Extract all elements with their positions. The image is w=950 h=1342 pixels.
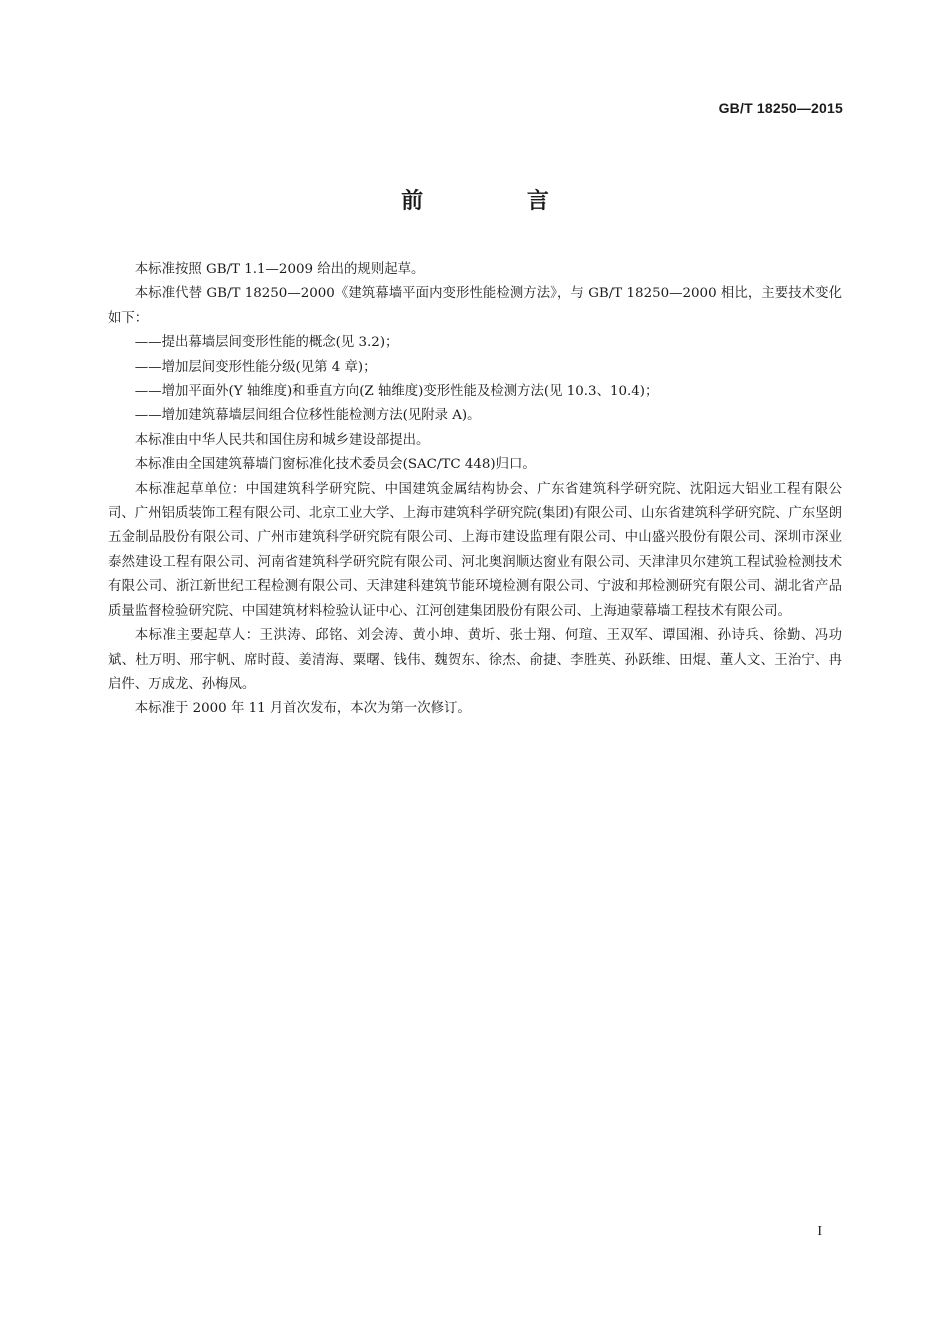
page-number: I: [817, 1224, 822, 1239]
list-item: ——增加建筑幕墙层间组合位移性能检测方法(见附录 A)。: [134, 408, 481, 424]
page-title: 前 言: [401, 189, 597, 214]
paragraph-proposer: 本标准由中华人民共和国住房和城乡建设部提出。: [134, 432, 430, 448]
paragraph-history: 本标准于 2000 年 11 月首次发布，本次为第一次修订。: [134, 701, 471, 717]
paragraph-drafting-units: 本标准起草单位：中国建筑科学研究院、中国建筑金属结构协会、广东省建筑科学研究院、沈阳远大铝业工程有限公司、广州铝质装饰工程有限公司、北京工业大学、上海市建筑科学研究院(集团)有限公司、山东省建筑科学研究院、广东坚朗五金制品股份有限公司、广州市建筑科学研究院有限公司、上海市建设监理有限公司、中山盛兴股份有限公司、深圳市深业泰然建设工程有限公司、河南省建筑科学研究院有限公司、河北奥润顺达窗业有限公司、天津津贝尔建筑工程试验检测技术有限公司、浙江新世纪工程检测有限公司、天津建科建筑节能环境检测有限公司、宁波和邦检测研究有限公司、湖北省产品质量监督检验研究院、中国建筑材料检验认证中心、江河创建集团股份有限公司、上海迪蒙幕墙工程技术有限公司。: [108, 481, 842, 619]
paragraph-replaces: 本标准代替 GB/T 18250—2000《建筑幕墙平面内变形性能检测方法》，与 GB/T 18250—2000 相比，主要技术变化如下：: [108, 286, 842, 326]
paragraph-drafters: 本标准主要起草人：王洪涛、邱铭、刘会涛、黄小坤、黄圻、张士翔、何瑄、王双军、谭国湘、孙诗兵、徐勤、冯功斌、杜万明、邢宇帆、席时葭、姜清海、粟曙、钱伟、魏贺东、徐杰、俞捷、李胜英、孙跃维、田焜、董人文、王治宁、冉启件、万成龙、孙梅凤。: [108, 628, 842, 692]
list-item: ——增加平面外(Y 轴维度)和垂直方向(Z 轴维度)变形性能及检测方法(见 10.3、10.4)；: [134, 384, 659, 400]
body-text: [108, 258, 842, 722]
list-item: ——增加层间变形性能分级(见第 4 章)；: [134, 359, 377, 375]
paragraph-committee: 本标准由全国建筑幕墙门窗标准化技术委员会(SAC/TC 448)归口。: [134, 457, 536, 473]
list-item: ——提出幕墙层间变形性能的概念(见 3.2)；: [134, 335, 399, 351]
standard-code: GB/T 18250—2015: [718, 100, 843, 116]
paragraph-drafting-rules: 本标准按照 GB/T 1.1—2009 给出的规则起草。: [134, 262, 425, 277]
